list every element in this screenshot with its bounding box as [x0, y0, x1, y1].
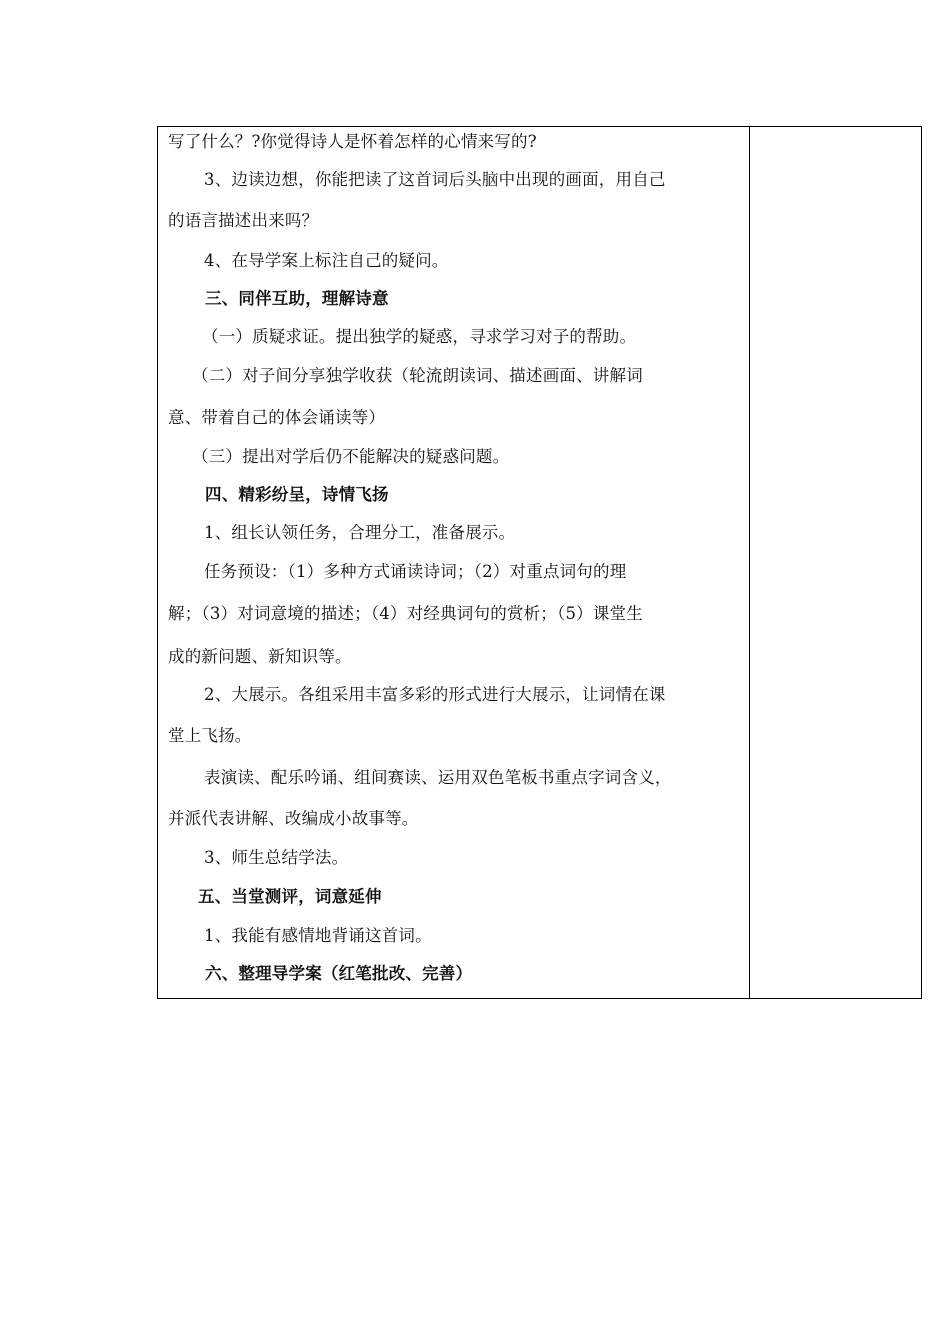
text-line: 3、师生总结学法。	[204, 848, 349, 867]
text-line: （三）提出对学后仍不能解决的疑惑问题。	[192, 447, 510, 466]
text-line: 4、在导学案上标注自己的疑问。	[204, 251, 449, 270]
text-line: 意、带着自己的体会诵读等）	[168, 408, 386, 427]
section-heading: 三、同伴互助，理解诗意	[205, 289, 389, 308]
text-line: 2、大展示。各组采用丰富多彩的形式进行大展示，让词情在课	[204, 685, 666, 704]
text-line: 的语言描述出来吗？	[168, 211, 319, 230]
text-line: 解；（3）对词意境的描述；（4）对经典词句的赏析；（5）课堂生	[168, 604, 643, 623]
text-line: 表演读、配乐吟诵、组间赛读、运用双色笔板书重点字词含义，	[204, 768, 672, 787]
text-line: 1、我能有感情地背诵这首词。	[204, 926, 432, 945]
text-line: （一）质疑求证。提出独学的疑惑，寻求学习对子的帮助。	[202, 327, 637, 346]
text-line: 写了什么？?你觉得诗人是怀着怎样的心情来写的?	[168, 132, 537, 151]
text-line: 1、组长认领任务，合理分工，准备展示。	[204, 523, 516, 542]
text-line: 3、边读边想，你能把读了这首词后头脑中出现的画面，用自己	[204, 170, 666, 189]
text-line: 任务预设：（1）多种方式诵读诗词；（2）对重点词句的理	[204, 562, 627, 581]
section-heading: 五、当堂测评，词意延伸	[198, 887, 382, 906]
notes-cell	[750, 127, 921, 998]
text-line: 并派代表讲解、改编成小故事等。	[168, 809, 419, 828]
section-heading: 六、整理导学案（红笔批改、完善）	[205, 964, 473, 983]
section-heading: 四、精彩纷呈，诗情飞扬	[205, 485, 389, 504]
text-line: 堂上飞扬。	[168, 726, 252, 745]
text-line: 成的新问题、新知识等。	[168, 647, 352, 666]
text-line: （二）对子间分享独学收获（轮流朗读词、描述画面、讲解词	[192, 366, 643, 385]
